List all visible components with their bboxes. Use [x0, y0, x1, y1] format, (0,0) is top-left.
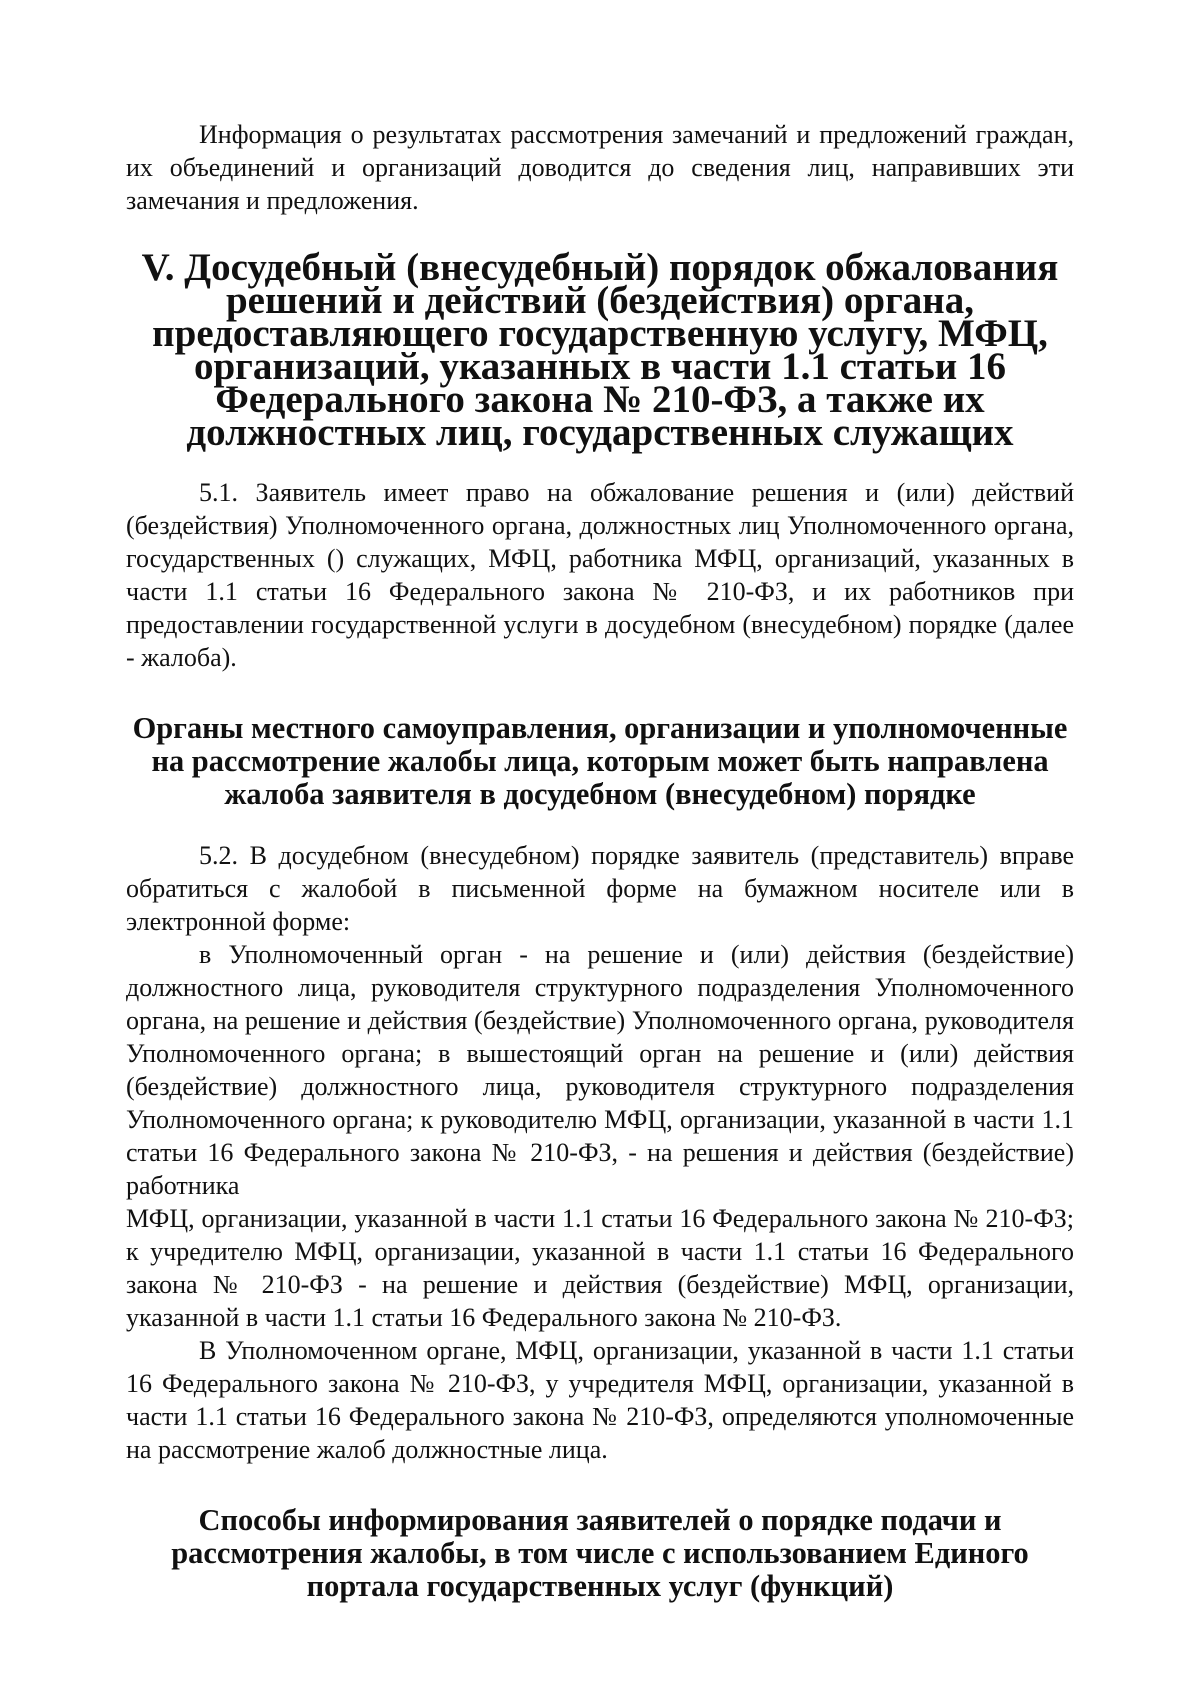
section-v-heading: V. Досудебный (внесудебный) порядок обжалования решений и действий (бездействия) органа, предоставляющего государственную услугу, МФЦ, организаций, указанных в части 1.1 статьи 16 Федерального закона № 210-ФЗ, а также их должностных лиц, государственных служащих — [141, 246, 1059, 454]
clause-5-1: 5.1. Заявитель имеет право на обжалование решения и (или) действий (бездействия) Уполномоченного органа, должностных лиц Уполномоченного органа, государственных () служащих, МФЦ, работника МФЦ, организаций, указанных в части 1.1 статьи 16 Федерального закона № 210-ФЗ, и их работников при предоставлении государственной услуги в досудебном (внесудебном) порядке (далее - жалоба). — [126, 478, 1074, 672]
clause-5-2-list-part-a: в Уполномоченный орган - на решение и (или) действия (бездействие) должностного лица, руководителя структурного подразделения Уполномоченного органа, на решение и действия (бездействие) Уполномоченного органа, руководителя Уполномоченного органа; в вышестоящий орган на решение и (или) действия (бездействие) должностного лица, руководителя структурного подразделения Уполномоченного органа; к руководителю МФЦ, организации, указанной в части 1.1 статьи 16 Федерального закона № 210-ФЗ, - на решения и действия (бездействие) работника — [126, 940, 1074, 1200]
spacer — [126, 811, 1074, 839]
clause-5-2-officials: В Уполномоченном органе, МФЦ, организации, указанной в части 1.1 статьи 16 Федерального закона № 210-ФЗ, у учредителя МФЦ, организации, указанной в части 1.1 статьи 16 Федерального закона № 210-ФЗ, определяются уполномоченные на рассмотрение жалоб должностные лица. — [126, 1336, 1074, 1464]
subheading-informing-methods: Способы информирования заявителей о порядке подачи и рассмотрения жалобы, в том числе с использованием Единого портала государственных услуг (функций) — [171, 1503, 1029, 1603]
intro-paragraph: Информация о результатах рассмотрения замечаний и предложений граждан, их объединений и организаций доводится до сведения лиц, направивших эти замечания и предложения. — [126, 120, 1074, 215]
clause-5-2-list-part-b: МФЦ, организации, указанной в части 1.1 статьи 16 Федерального закона № 210-ФЗ; к учредителю МФЦ, организации, указанной в части 1.1 статьи 16 Федерального закона № 210-ФЗ - на решение и действия (бездействие) МФЦ, организации, указанной в части 1.1 статьи 16 Федерального закона № 210-ФЗ. — [126, 1204, 1074, 1332]
subheading-complaint-bodies: Органы местного самоуправления, организации и уполномоченные на рассмотрение жалобы лица, которым может быть направлена жалоба заявителя в досудебном (внесудебном) порядке — [132, 711, 1068, 811]
spacer — [126, 1466, 1074, 1504]
spacer — [126, 674, 1074, 712]
clause-5-2: 5.2. В досудебном (внесудебном) порядке заявитель (представитель) вправе обратиться с жалобой в письменной форме на бумажном носителе или в электронной форме: — [126, 841, 1074, 936]
